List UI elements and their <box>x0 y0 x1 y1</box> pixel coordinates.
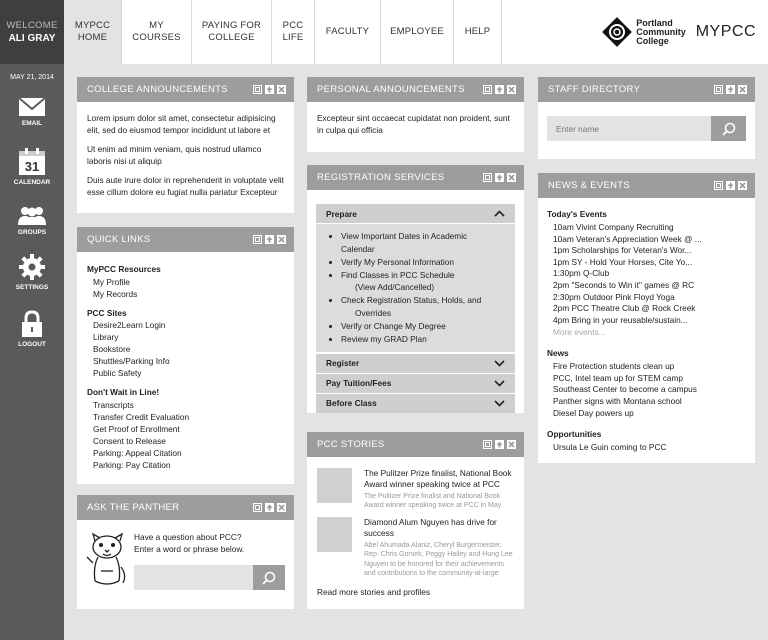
tab-label: COLLEGE <box>208 32 255 43</box>
accordion-label: Register <box>326 358 360 369</box>
logo-text: Portland <box>636 17 673 28</box>
app-title: MYPCC <box>695 23 756 40</box>
panel-title: PCC STORIES <box>317 439 385 450</box>
tab-employee[interactable] <box>381 0 454 64</box>
link-text: Overrides <box>355 308 391 319</box>
quick-link[interactable]: Transcripts <box>93 399 134 410</box>
expand-icon[interactable] <box>483 173 492 182</box>
close-icon[interactable] <box>277 235 286 244</box>
news-item[interactable]: Fire Protection students clean up <box>553 361 675 372</box>
story-thumbnail <box>317 468 352 503</box>
welcome-block <box>0 0 64 64</box>
pcc-logo[interactable] <box>602 0 768 64</box>
expand-icon[interactable] <box>483 440 492 449</box>
close-icon[interactable] <box>277 503 286 512</box>
registration-link[interactable] <box>341 333 503 346</box>
event-item[interactable]: 1:30pm Q-Club <box>553 268 610 279</box>
calendar-day: 31 <box>24 159 40 174</box>
rail-item-label: LOGOUT <box>18 341 46 348</box>
quick-link[interactable]: Get Proof of Enrollment <box>93 423 180 434</box>
read-more-stories-link[interactable]: Read more stories and profiles <box>317 586 430 597</box>
accordion-prepare[interactable] <box>316 204 515 223</box>
link-text: Check Registration Status, Holds, and <box>341 295 482 306</box>
pcc-stories-panel <box>307 432 524 609</box>
registration-link[interactable] <box>341 256 503 269</box>
quick-link[interactable]: Public Safety <box>93 368 142 379</box>
top-navigation <box>64 0 768 64</box>
tab-label: PCC <box>282 20 304 32</box>
panel-header <box>307 77 524 102</box>
chevron-down-icon <box>494 360 505 367</box>
chevron-down-icon <box>494 380 505 387</box>
tab-label: FACULTY <box>325 26 370 38</box>
quick-link[interactable]: My Profile <box>93 276 130 287</box>
panel-title: PERSONAL ANNOUNCEMENTS <box>317 84 465 95</box>
expand-icon[interactable] <box>253 235 262 244</box>
link-text: Find Classes in PCC Schedule <box>341 269 455 280</box>
panel-header <box>538 173 755 198</box>
panel-header <box>77 227 294 252</box>
announcement-text: Lorem ipsum dolor sit amet, consectetur adipisicing elit, sed do eiusmod tempor incididunt ut labore et <box>87 113 276 136</box>
search-icon <box>722 122 736 136</box>
tab-label: LIFE <box>282 32 304 43</box>
move-up-icon[interactable] <box>265 503 274 512</box>
accordion-register[interactable] <box>316 354 515 373</box>
move-up-icon[interactable] <box>495 440 504 449</box>
registration-services-panel <box>307 165 524 413</box>
rail-item-label: GROUPS <box>17 229 47 236</box>
tab-label: PAYING FOR <box>201 20 262 32</box>
expand-icon[interactable] <box>714 181 723 190</box>
welcome-label: WELCOME <box>6 20 58 31</box>
college-announcements-panel <box>77 77 294 213</box>
news-item[interactable]: Panther signs with Montana school <box>553 395 682 406</box>
accordion-pay-tuition[interactable] <box>316 374 515 393</box>
quick-link[interactable]: Library <box>93 332 119 343</box>
panther-search-input[interactable] <box>134 565 253 590</box>
left-rail <box>0 0 64 640</box>
link-text: View Important Dates in Academic Calendar <box>341 231 468 254</box>
panther-search <box>134 565 285 590</box>
panel-title: QUICK LINKS <box>87 234 151 245</box>
ask-the-panther-panel <box>77 495 294 609</box>
quick-link[interactable]: Parking: Appeal Citation <box>93 448 182 458</box>
panel-header <box>77 77 294 102</box>
prepare-list <box>316 224 515 352</box>
quick-link[interactable]: My Records <box>93 288 138 299</box>
expand-icon[interactable] <box>483 85 492 94</box>
announcement-text: Ut enim ad minim veniam, quis nostrud ullamco laboris nisi ut aliquip <box>87 144 262 167</box>
announcement-text: Duis aute irure dolor in reprehenderit in voluptate velit esse cillum dolore eu fugiat nulla pariatur Excepteur <box>87 175 284 198</box>
link-group-heading: Don't Wait in Line! <box>87 387 160 398</box>
expand-icon[interactable] <box>253 85 262 94</box>
calendar-icon <box>18 148 46 176</box>
close-icon[interactable] <box>738 181 747 190</box>
panel-title: NEWS & EVENTS <box>548 180 631 191</box>
panel-header <box>307 165 524 190</box>
event-item[interactable]: 2pm "Seconds to Win it" games @ RC <box>553 280 695 291</box>
event-item[interactable]: 4pm Bring in your reusable/sustain... <box>553 314 688 325</box>
tab-label: MY <box>149 20 164 32</box>
tab-label: MYPCC <box>74 20 111 32</box>
move-up-icon[interactable] <box>495 173 504 182</box>
pcc-logo-icon <box>602 17 632 47</box>
announcement-text: Excepteur sint occaecat cupidatat non proident, sunt in culpa qui officia <box>317 113 510 136</box>
link-text: Review my GRAD Plan <box>341 333 427 344</box>
quick-link[interactable]: Parking: Pay Citation <box>93 460 171 471</box>
registration-link[interactable] <box>341 294 503 320</box>
close-icon[interactable] <box>507 85 516 94</box>
tab-mypcc-home[interactable] <box>64 0 122 64</box>
panel-title: STAFF DIRECTORY <box>548 84 641 95</box>
move-up-icon[interactable] <box>726 181 735 190</box>
link-group-heading: MyPCC Resources <box>87 264 161 274</box>
news-events-panel <box>538 173 755 463</box>
story-item[interactable] <box>317 517 515 578</box>
accordion-before-class[interactable] <box>316 394 515 413</box>
chevron-up-icon <box>494 210 505 217</box>
link-text: (View Add/Cancelled) <box>355 282 435 293</box>
story-title: Diamond Alum Nguyen has drive for success <box>364 517 497 539</box>
quick-links-panel <box>77 227 294 484</box>
panther-prompt: Have a question about PCC? <box>134 532 242 542</box>
tab-label: HOME <box>77 32 108 43</box>
groups-icon <box>16 206 48 226</box>
event-item[interactable]: 1pm SY - Hold Your Horses, Cite Yo... <box>553 256 693 267</box>
expand-icon[interactable] <box>253 503 262 512</box>
rail-item-label: EMAIL <box>21 120 43 127</box>
personal-announcements-panel <box>307 77 524 152</box>
current-date: MAY 21, 2014 <box>10 74 54 81</box>
rail-item-label: SETTINGS <box>15 284 49 291</box>
staff-search-input[interactable] <box>547 116 711 141</box>
quick-link[interactable]: Consent to Release <box>93 435 166 446</box>
events-heading: Today's Events <box>547 209 607 219</box>
tab-label: COURSES <box>132 32 181 43</box>
tab-help[interactable] <box>454 0 502 64</box>
chevron-down-icon <box>494 400 505 407</box>
panel-header <box>307 432 524 457</box>
panel-header <box>538 77 755 102</box>
event-item[interactable]: 2pm PCC Theatre Club @ Rock Creek <box>553 303 696 314</box>
tab-pcc-life[interactable] <box>272 0 315 64</box>
event-item[interactable]: 10am Veteran's Appreciation Week @ ... <box>553 233 702 244</box>
close-icon[interactable] <box>738 85 747 94</box>
logo-text: College <box>636 35 669 46</box>
opportunities-heading: Opportunities <box>547 429 602 440</box>
panel-title: REGISTRATION SERVICES <box>317 172 445 183</box>
quick-link[interactable]: Desire2Learn Login <box>93 320 166 331</box>
accordion-label: Before Class <box>326 398 377 409</box>
rail-item-settings[interactable] <box>0 253 64 291</box>
story-thumbnail <box>317 517 352 552</box>
tab-label: HELP <box>464 26 491 38</box>
rail-item-logout[interactable] <box>0 310 64 348</box>
tab-label: EMPLOYEE <box>390 26 444 38</box>
link-text: Verify or Change My Degree <box>341 321 446 332</box>
expand-icon[interactable] <box>714 85 723 94</box>
close-icon[interactable] <box>507 173 516 182</box>
news-item[interactable]: Diesel Day powers up <box>553 407 634 418</box>
event-item[interactable]: 2:30pm Outdoor Pink Floyd Yoga <box>553 291 675 302</box>
panel-title: ASK THE PANTHER <box>87 502 180 513</box>
tab-faculty[interactable] <box>315 0 381 64</box>
story-item[interactable] <box>317 468 515 510</box>
news-heading: News <box>547 348 569 359</box>
event-item[interactable]: 10am Vivint Company Recruiting <box>553 222 674 233</box>
link-text: Verify My Personal Information <box>341 256 454 267</box>
rail-item-calendar[interactable] <box>0 148 64 186</box>
news-item[interactable]: Southeast Center to become a campus <box>553 384 697 395</box>
user-name: ALI GRAY <box>8 33 56 44</box>
move-up-icon[interactable] <box>265 85 274 94</box>
panel-header <box>77 495 294 520</box>
rail-item-email[interactable] <box>0 97 64 127</box>
gear-icon <box>18 253 46 281</box>
accordion-label: Pay Tuition/Fees <box>326 378 392 389</box>
quick-link[interactable]: Bookstore <box>93 344 131 355</box>
registration-link[interactable] <box>341 320 503 333</box>
panther-prompt: Enter a word or phrase below. <box>134 544 245 555</box>
news-item[interactable]: PCC, Intel team up for STEM camp <box>553 372 684 383</box>
rail-item-label: CALENDAR <box>13 179 51 186</box>
registration-link[interactable] <box>341 269 503 295</box>
move-up-icon[interactable] <box>726 85 735 94</box>
tab-paying-for-college[interactable] <box>192 0 272 64</box>
email-icon <box>18 97 46 117</box>
lock-icon <box>20 310 44 338</box>
staff-search-button[interactable] <box>711 116 746 141</box>
move-up-icon[interactable] <box>495 85 504 94</box>
quick-link[interactable]: Shuttles/Parking Info <box>93 356 170 367</box>
search-icon <box>262 571 276 585</box>
story-title: The Pulitzer Prize finalist, National Book Award winner speaking twice at PCC <box>364 468 512 489</box>
quick-link[interactable]: Transfer Credit Evaluation <box>93 411 190 422</box>
panther-mascot-icon <box>85 531 129 589</box>
registration-link[interactable] <box>341 230 503 256</box>
rail-item-groups[interactable] <box>0 206 64 236</box>
staff-search <box>547 116 746 141</box>
panel-title: COLLEGE ANNOUNCEMENTS <box>87 84 228 95</box>
staff-directory-panel <box>538 77 755 159</box>
move-up-icon[interactable] <box>265 235 274 244</box>
close-icon[interactable] <box>277 85 286 94</box>
story-description: Abel Ahumada Alaniz, Cheryl Burgermeister, Rep. Chris Gorsek, Peggy Hailey and Hung Lee Nguyen to be honored for their achievements and contributions to the community-at-large <box>364 542 513 578</box>
close-icon[interactable] <box>507 440 516 449</box>
logo-text: Community <box>636 26 686 37</box>
event-item[interactable]: 1pm Scholarships for Veteran's Wor... <box>553 245 692 256</box>
more-events-link[interactable]: More events... <box>553 326 606 337</box>
tab-my-courses[interactable] <box>122 0 192 64</box>
accordion-label: Prepare <box>326 208 357 219</box>
opportunity-item[interactable]: Ursula Le Guin coming to PCC <box>553 442 667 453</box>
story-description: The Pulitzer Prize finalist and National Book Award winner speaking twice at PCC in May <box>364 492 502 509</box>
link-group-heading: PCC Sites <box>87 307 127 318</box>
panther-search-button[interactable] <box>253 565 285 590</box>
